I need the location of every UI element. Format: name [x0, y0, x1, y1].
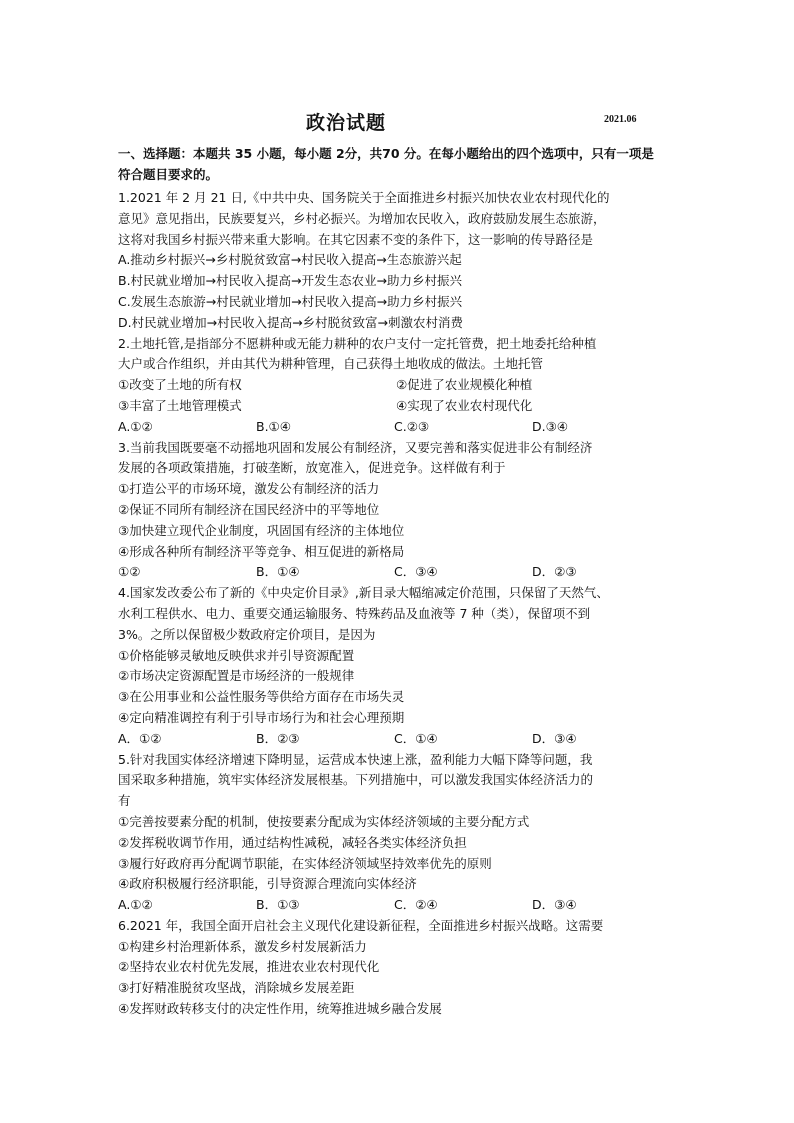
question-stem: 6.2021 年，我国全面开启社会主义现代化建设新征程，全面推进乡村振兴战略。这需要 — [118, 917, 604, 933]
question-stem: 1.2021 年 2 月 21 日,《中共中央、国务院关于全面推进乡村振兴加快农业农村现代化的 — [118, 190, 610, 205]
question-4 — [118, 583, 678, 749]
statement-1: ①完善按要素分配的机制，使按要素分配成为实体经济领域的主要分配方式 — [118, 813, 530, 829]
exam-date: 2021.06 — [604, 114, 637, 125]
choice-d: D．③④ — [532, 897, 577, 913]
statement-4: ④形成各种所有制经济平等竞争、相互促进的新格局 — [118, 543, 405, 559]
question-stem: 3%。之所以保留极少数政府定价项目，是因为 — [118, 626, 376, 642]
choice-c: C．②④ — [394, 897, 438, 913]
choice-c: C．③④ — [394, 564, 438, 580]
choice-a: A．①② — [118, 730, 162, 746]
statement-1: ①价格能够灵敏地反映供求并引导资源配置 — [118, 647, 355, 663]
section-instructions — [118, 143, 678, 185]
section-line: 符合题目要求的。 — [118, 166, 219, 182]
question-stem: 4.国家发改委公布了新的《中央定价目录》,新目录大幅缩减定价范围，只保留了天然气、 — [118, 585, 609, 601]
question-stem: 5.针对我国实体经济增速下降明显，运营成本快速上涨，盈利能力大幅下降等问题，我 — [118, 751, 593, 767]
choice-b: B．①④ — [256, 564, 300, 580]
statement-3: ③在公用事业和公益性服务等供给方面存在市场失灵 — [118, 689, 405, 705]
choice-a: A.①② — [118, 418, 153, 434]
question-stem: 国采取多种措施，筑牢实体经济发展根基。下列措施中，可以激发我国实体经济活力的 — [118, 772, 594, 788]
question-6 — [118, 916, 678, 1020]
statement-2: ②保证不同所有制经济在国民经济中的平等地位 — [118, 501, 380, 517]
statement-1: ①构建乡村治理新体系，激发乡村发展新活力 — [118, 938, 367, 954]
statement-row — [118, 375, 678, 396]
choices-row — [118, 729, 678, 750]
statement-3: ③履行好政府再分配调节职能，在实体经济领域坚持效率优先的原则 — [118, 855, 492, 871]
choices-row — [118, 417, 678, 438]
question-1 — [118, 188, 678, 334]
statement-2: ②市场决定资源配置是市场经济的一般规律 — [118, 668, 355, 684]
choices-row — [118, 895, 678, 916]
statement-3: ③打好精准脱贫攻坚战，消除城乡发展差距 — [118, 980, 355, 996]
question-stem: 发展的各项政策措施，打破垄断，放宽准入，促进竞争。这样做有利于 — [118, 460, 506, 476]
choice-b: B．①③ — [256, 897, 300, 913]
question-5 — [118, 750, 678, 916]
question-stem: 有 — [118, 793, 131, 809]
question-stem: 3.当前我国既要毫不动摇地巩固和发展公有制经济，又要完善和落实促进非公有制经济 — [118, 439, 593, 455]
question-2 — [118, 334, 678, 438]
statement-4: ④政府积极履行经济职能，引导资源合理流向实体经济 — [118, 876, 417, 892]
question-stem: 2.土地托管,是指部分不愿耕种或无能力耕种的农户支付一定托管费，把土地委托给种植 — [118, 335, 597, 351]
statement-2: ②坚持农业农村优先发展，推进农业农村现代化 — [118, 959, 380, 975]
choice-d: D．②③ — [532, 564, 577, 580]
question-stem: 这将对我国乡村振兴带来重大影响。在其它因素不变的条件下，这一影响的传导路径是 — [118, 231, 594, 247]
section-line: 一、选择题：本题共 35 小题，每小题 2分，共70 分。在每小题给出的四个选项中，只有一项是 — [118, 146, 654, 161]
choice-d: D.③④ — [532, 418, 569, 434]
statement-3: ③丰富了土地管理模式 — [118, 397, 242, 413]
question-stem: 水利工程供水、电力、重要交通运输服务、特殊药品及血液等 7 种（类），保留项不到 — [118, 605, 591, 621]
option-d: D.村民就业增加→村民收入提高→乡村脱贫致富→刺激农村消费 — [118, 314, 464, 330]
choice-d: D．③④ — [532, 730, 577, 746]
question-stem: 意见》意见指出，民族要复兴，乡村必振兴。为增加农民收入，政府鼓励发展生态旅游， — [118, 210, 606, 226]
statement-4: ④发挥财政转移支付的决定性作用，统筹推进城乡融合发展 — [118, 1001, 442, 1017]
statement-1: ①改变了土地的所有权 — [118, 377, 242, 393]
choice-a: ①② — [118, 564, 141, 580]
statement-2: ②促进了农业规模化种植 — [396, 377, 533, 393]
question-3 — [118, 438, 678, 584]
page-title: 政治试题 — [306, 112, 387, 134]
option-a: A.推动乡村振兴→乡村脱贫致富→村民收入提高→生态旅游兴起 — [118, 252, 462, 268]
choice-c: C.②③ — [394, 418, 430, 434]
statement-row — [118, 396, 678, 417]
statement-2: ②发挥税收调节作用，通过结构性减税，减轻各类实体经济负担 — [118, 834, 467, 850]
choice-c: C．①④ — [394, 730, 438, 746]
question-list — [118, 188, 678, 1020]
choice-b: B．②③ — [256, 730, 300, 746]
choice-a: A.①② — [118, 897, 153, 913]
option-c: C.发展生态旅游→村民就业增加→村民收入提高→助力乡村振兴 — [118, 293, 463, 309]
statement-4: ④定向精准调控有利于引导市场行为和社会心理预期 — [118, 709, 405, 725]
question-stem: 大户或合作组织，并由其代为耕种管理，自己获得土地收成的做法。土地托管 — [118, 356, 544, 372]
choices-row — [118, 562, 678, 583]
statement-1: ①打造公平的市场环境，激发公有制经济的活力 — [118, 481, 380, 497]
option-b: B.村民就业增加→村民收入提高→开发生态农业→助力乡村振兴 — [118, 273, 462, 289]
statement-3: ③加快建立现代企业制度，巩固国有经济的主体地位 — [118, 522, 405, 538]
choice-b: B.①④ — [256, 418, 291, 434]
statement-4: ④实现了农业农村现代化 — [396, 397, 533, 413]
